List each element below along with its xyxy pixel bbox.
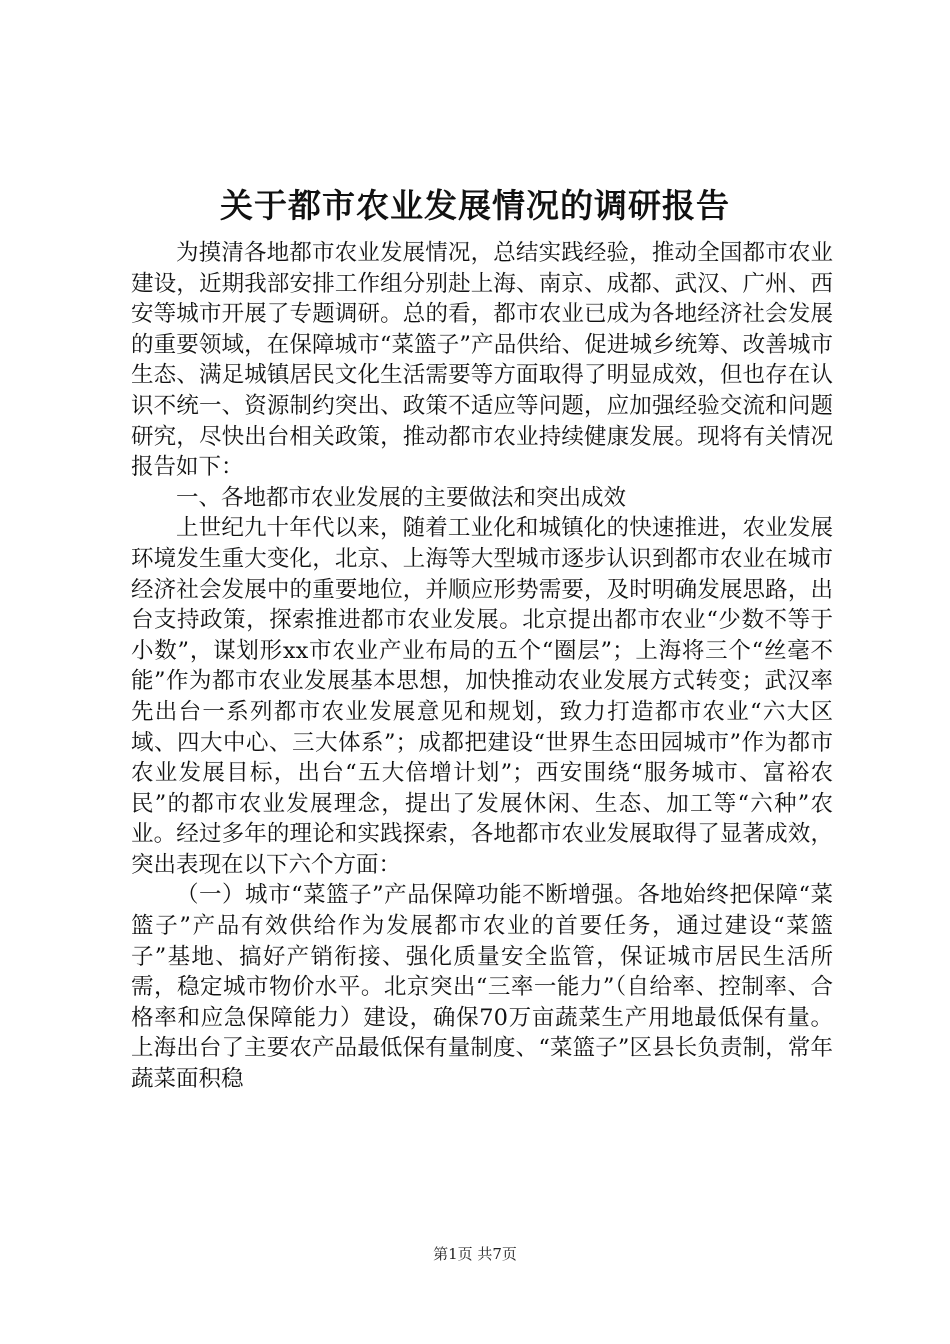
- section-heading: 一、各地都市农业发展的主要做法和突出成效: [176, 484, 627, 511]
- intro-paragraph: 为摸清各地都市农业发展情况，总结实践经验，推动全国都市农业建设，近期我部安排工作组分别赴上海、南京、成都、武汉、广州、西安等城市开展了专题调研。总的看，都市农业已成为各地经济社会发展的重要领域，在保障城市“菜篮子”产品供给、促进城乡统筹、改善城市生态、满足城镇居民文化生活需要等方面取得了明显成效，但也存在认识不统一、资源制约突出、政策不适应等问题，应加强经验交流和问题研究，尽快出台相关政策，推动都市农业持续健康发展。现将有关情况报告如下：: [131, 240, 833, 481]
- page-title: 关于都市农业发展情况的调研报告: [220, 186, 730, 225]
- document-body: [131, 238, 833, 1095]
- body-paragraph: 上世纪九十年代以来，随着工业化和城镇化的快速推进，农业发展环境发生重大变化，北京、上海等大型城市逐步认识到都市农业在城市经济社会发展中的重要地位，并顺应形势需要，及时明确发展思路，出台支持政策，探索推进都市农业发展。北京提出都市农业“少数不等于小数”，谋划形xx市农业产业布局的五个“圈层”；上海将三个“丝毫不能”作为都市农业发展基本思想，加快推动农业发展方式转变；武汉率先出台一系列都市农业发展意见和规划，致力打造都市农业“六大区域、四大中心、三大体系”；成都把建设“世界生态田园城市”作为都市农业发展目标，出台“五大倍增计划”；西安围绕“服务城市、富裕农民”的都市农业发展理念，提出了发展休闲、生态、加工等“六种”农业。经过多年的理论和实践探索，各地都市农业发展取得了显著成效，突出表现在以下六个方面：: [131, 515, 833, 878]
- page-footer: 第1页 共7页: [433, 1245, 517, 1263]
- body-paragraph: （一）城市“菜篮子”产品保障功能不断增强。各地始终把保障“菜篮子”产品有效供给作为发展都市农业的首要任务，通过建设“菜篮子”基地、搞好产销衔接、强化质量安全监管，保证城市居民生活所需，稳定城市物价水平。北京突出“三率一能力”（自给率、控制率、合格率和应急保障能力）建设，确保70万亩蔬菜生产用地最低保有量。上海出台了主要农产品最低保有量制度、“菜篮子”区县长负责制，常年蔬菜面积稳: [131, 882, 833, 1093]
